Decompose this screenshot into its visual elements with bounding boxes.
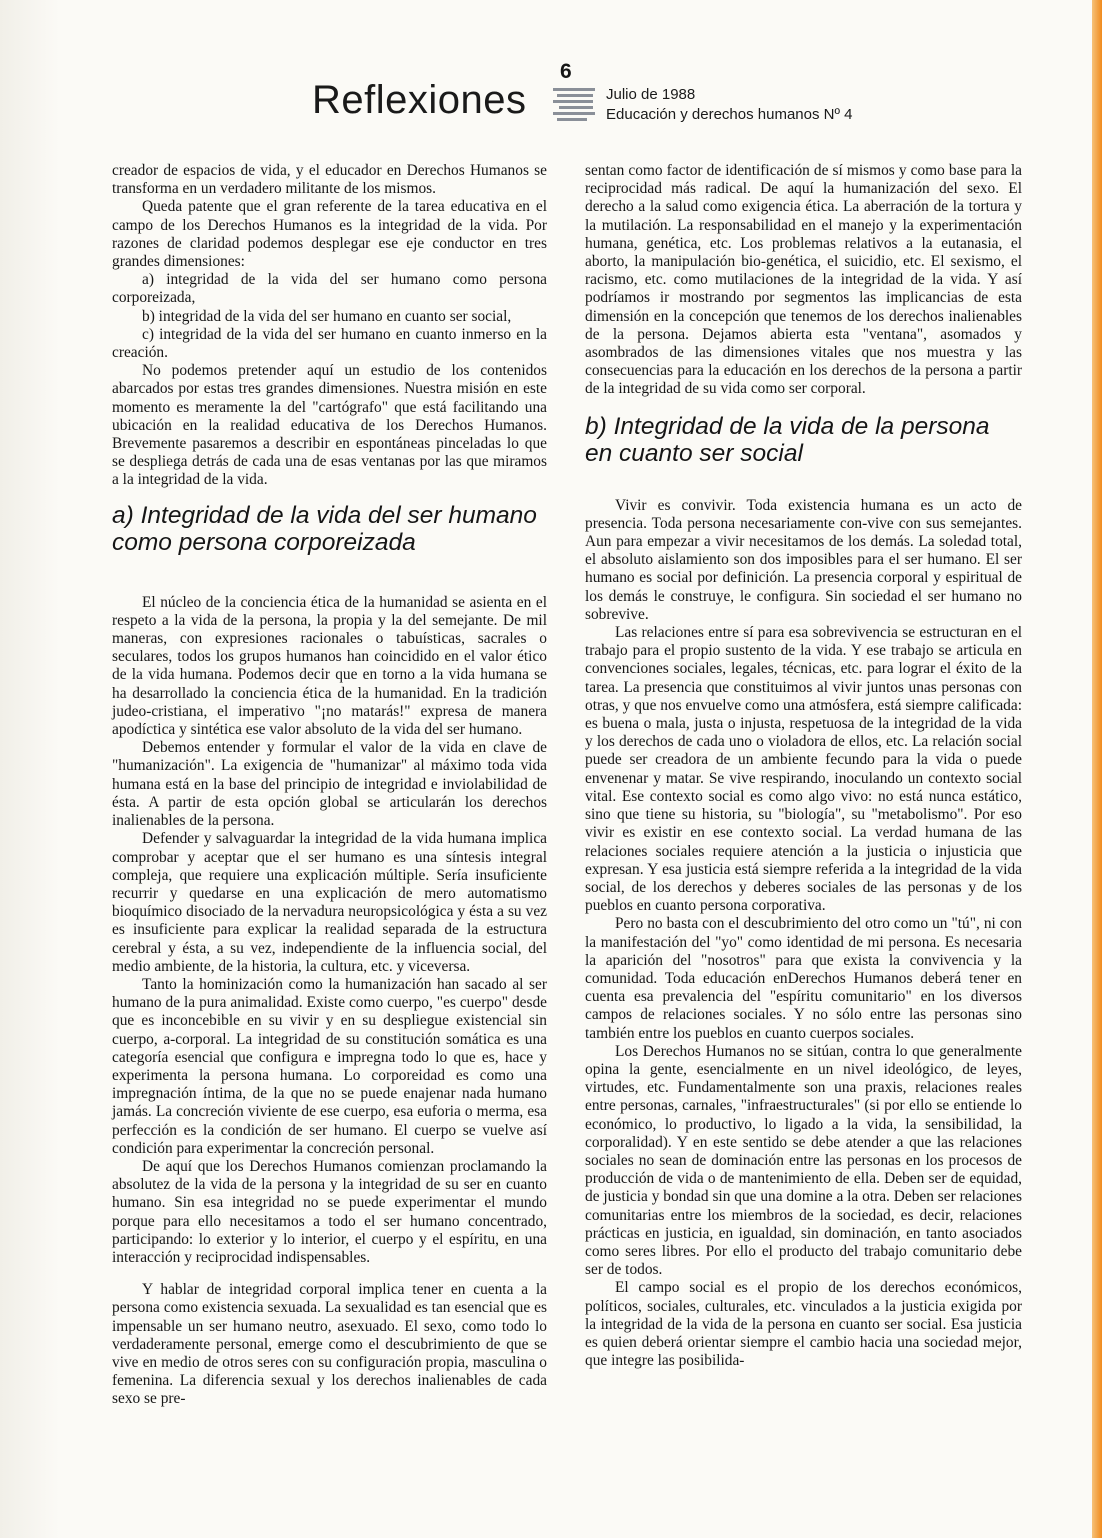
masthead-logo (553, 86, 595, 124)
paragraph: Vivir es convivir. Toda existencia humana es un acto de presencia. Toda persona necesariamente con-vive con sus semejantes. Aun para empezar a vivir necesitamos de los demás. La soledad total, el absoluto aislamiento son dos imposibles para el ser humano. El ser humano es social por definición. La presencia corporal y espiritual de los demás le construye, le configura. Sin sociedad el ser humano no sobrevive. (585, 496, 1022, 623)
paragraph: El campo social es el propio de los derechos económicos, políticos, sociales, culturales, etc. vinculados a la justicia exigida por la integridad de la vida de la persona en cuanto ser social. Esa justicia es quien deberá orientar siempre el cambio hacia una sociedad mejor, que integre las posibilida- (585, 1279, 1022, 1370)
paragraph: Queda patente que el gran referente de la tarea educativa en el campo de los Derechos Humanos es la integridad de la vida. Por razones de claridad podemos desplegar ese eje conductor en tres grandes dimensiones: (112, 198, 547, 271)
paragraph: a) integridad de la vida del ser humano como persona corporeizada, (112, 271, 547, 307)
section-heading-b: b) Integridad de la vida de la persona en cuanto ser social (585, 412, 990, 467)
paragraph: Defender y salvaguardar la integridad de la vida humana implica comprobar y aceptar que el ser humano es una síntesis integral compleja, que requiere una explicación múltiple. Sería insuficiente recurrir y quedarse en una explicación de mero automatismo bioquímico disociado de la nervadura neuropsicológica y ésta a su vez es insuficiente para explicar la realidad separada de la estructura cerebral y ésta, a su vez, independiente de la influencia social, del medio ambiente, de la historia, la cultura, etc. y viceversa. (112, 830, 547, 975)
paragraph: Tanto la hominización como la humanización han sacado al ser humano de la pura animalidad. Existe como cuerpo, "es cuerpo" desde que es inconcebible en su vivir y en su despliegue existencial sin cuerpo, a-corporal. La integridad de su constitución somática es una categoría esencial que configura e impregna todo lo que es, hace y experimenta la persona humana. Lo corporeidad es como una impregnación íntima, de la que no se puede enajenar nada humano jamás. La concreción viviente de ese cuerpo, esa euforia o merma, esa perfección es la condición de ser humano. El cuerpo se vuelve así condición para experimentar la concreción personal. (112, 975, 547, 1157)
paragraph: Y hablar de integridad corporal implica tener en cuenta a la persona como existencia sexuada. La sexualidad es tan esencial que es impensable un ser humano neutro, asexuado. El sexo, como todo lo verdaderamente personal, emerge como el descubrimiento de que se vive en medio de otros seres con su configuración propia, masculina o femenina. La diferencia sexual y los derechos inalienables de cada sexo se pre- (112, 1281, 547, 1408)
paragraph: b) integridad de la vida del ser humano en cuanto ser social, (142, 307, 512, 325)
paragraph: De aquí que los Derechos Humanos comienzan proclamando la absolutez de la vida de la persona y la integridad de su ser en cuanto humano. Sin esa integridad no se puede experimentar el mundo porque para ello necesitamos a todo el ser humano concentrado, participando: lo exterior y lo interior, el cuerpo y el espíritu, en una interacción y reciprocidad indispensables. (112, 1157, 547, 1266)
paragraph: c) integridad de la vida del ser humano en cuanto inmerso en la creación. (112, 325, 547, 362)
issue-date: Julio de 1988 (606, 86, 696, 103)
page-number: 6 (560, 60, 572, 83)
paragraph: El núcleo de la conciencia ética de la humanidad se asienta en el respeto a la vida de la persona, la propia y la del semejante. De mil maneras, con expresiones racionales o tabuísticas, sacrales o seculares, todos los grupos humanos han coincidido en el valor ético de la vida humana. Podemos decir que en torno a la vida humana se ha desarrollado la conciencia ética de la humanidad. En la tradición judeo-cristiana, el imperativo "¡no matarás!" expresa de manera apodíctica y sintética ese valor absoluto de la vida del ser humano. (112, 593, 547, 739)
paragraph: sentan como factor de identificación de sí mismos y como base para la reciprocidad más radical. De aquí la humanización del sexo. El derecho a la salud como exigencia ética. La aberración de la tortura y la mutilación. La responsabilidad en el manejo y la experimentación humana, genética, etc. Los problemas relativos a la eutanasia, el aborto, la manipulación bio-genética, el suicidio, etc. El sexismo, el racismo, etc. como mutilaciones de la integridad de la vida. Y así podríamos ir mostrando por segmentos las implicancias de esta dimensión en la concepción que tenemos de los derechos inalienables de la persona. Dejamos abierta esta "ventana", asomados y asombrados de las dimensiones vitales que nos muestra y las consecuencias para la educación en los derechos de la persona a partir de la integridad de su vida como ser corporal. (585, 162, 1022, 398)
paragraph: Los Derechos Humanos no se sitúan, contra lo que generalmente opina la gente, esencialmente en un nivel ideológico, de leyes, virtudes, etc. Fundamentalmente son una praxis, relaciones reales entre personas, carnales, "infraestructurales" (si por ello se entiende lo económico, lo productivo, lo ligado a la vida, la sensibilidad, la corporalidad). Y en este sentido se debe atender a que las relaciones sociales no sean de dominación entre las personas en los procesos de producción de vida o de mantenimiento de ella. Deben ser de equidad, de justicia y bondad sin que una domine a la otra. Deben ser relaciones comunitarias entre los miembros de la sociedad, es decir, relaciones prácticas en justicia, en igualdad, sin dominación, en tanto asociados como seres libres. Por ello el producto del trabajo comunitario debe ser de todos. (585, 1042, 1022, 1279)
publication-title: Reflexiones (312, 78, 527, 122)
masthead (0, 0, 1102, 130)
paragraph: Pero no basta con el descubrimiento del otro como un "tú", ni con la manifestación del "yo" como identidad de mi persona. Es necesaria la aparición del "nosotros" para que exista la convivencia y la comunidad. Toda educación enDerechos Humanos deberá tener en cuenta esa prevalencia del "espíritu comunitario" en los diversos campos de relaciones sociales. Y no sólo entre las personas sino también entre los pueblos en cuanto cuerpos sociales. (585, 915, 1022, 1042)
paragraph: creador de espacios de vida, y el educador en Derechos Humanos se transforma en un verdadero militante de los mismos. (112, 162, 547, 198)
right-column (585, 162, 1022, 1370)
paragraph: No podemos pretender aquí un estudio de los contenidos abarcados por estas tres grandes dimensiones. Nuestra misión en este momento es meramente la del "cartógrafo" que está facilitando una ubicación en la realidad educativa de los Derechos Humanos. Brevemente pasaremos a describir en espontáneas pinceladas lo que se despliega detrás de cada una de esas ventanas por las que miramos a la integridad de la vida. (112, 362, 547, 489)
section-heading-a: a) Integridad de la vida del ser humano como persona corporeizada (112, 501, 537, 556)
left-column (112, 162, 547, 1409)
issue-name: Educación y derechos humanos Nº 4 (606, 106, 853, 123)
page-edge-orange (1092, 0, 1102, 1538)
page-edge-shadow (0, 0, 60, 1538)
paragraph: Debemos entender y formular el valor de la vida en clave de "humanización". La exigencia de "humanizar" al máximo toda vida humana está en la base del principio de integridad e inviolabilidad de ésta. A partir de esta opción global se articularán los derechos inalienables de la persona. (112, 739, 547, 830)
paragraph: Las relaciones entre sí para esa sobrevivencia se estructuran en el trabajo para el propio sustento de la vida. Y ese trabajo se articula en convenciones sociales, legales, técnicas, etc. para lograr el éxito de la tarea. La presencia que constituimos al vivir juntos unas personas con otras, y que nos envuelve como una atmósfera, está siempre calificada: es buena o mala, justa o injusta, respetuosa de la integridad de la vida y los derechos de cada uno o violadora de ellos, etc. La relación social puede ser creadora de un ambiente fecundo para la vida o puede envenenar y matar. Se vive respirando, inoculando un contexto social vital. Ese contexto social es como algo vivo: no está nunca estático, sino que tiene su historia, su "biología", su "metabolismo". Por eso vivir es existir en ese contexto social. La verdad humana de las relaciones sociales requiere atención a la justicia o injusticia que expresan. Y esa justicia está siempre referida a la integridad de la vida social, de los derechos y deberes sociales de las personas y de los pueblos en cuanto persona corporativa. (585, 624, 1022, 915)
